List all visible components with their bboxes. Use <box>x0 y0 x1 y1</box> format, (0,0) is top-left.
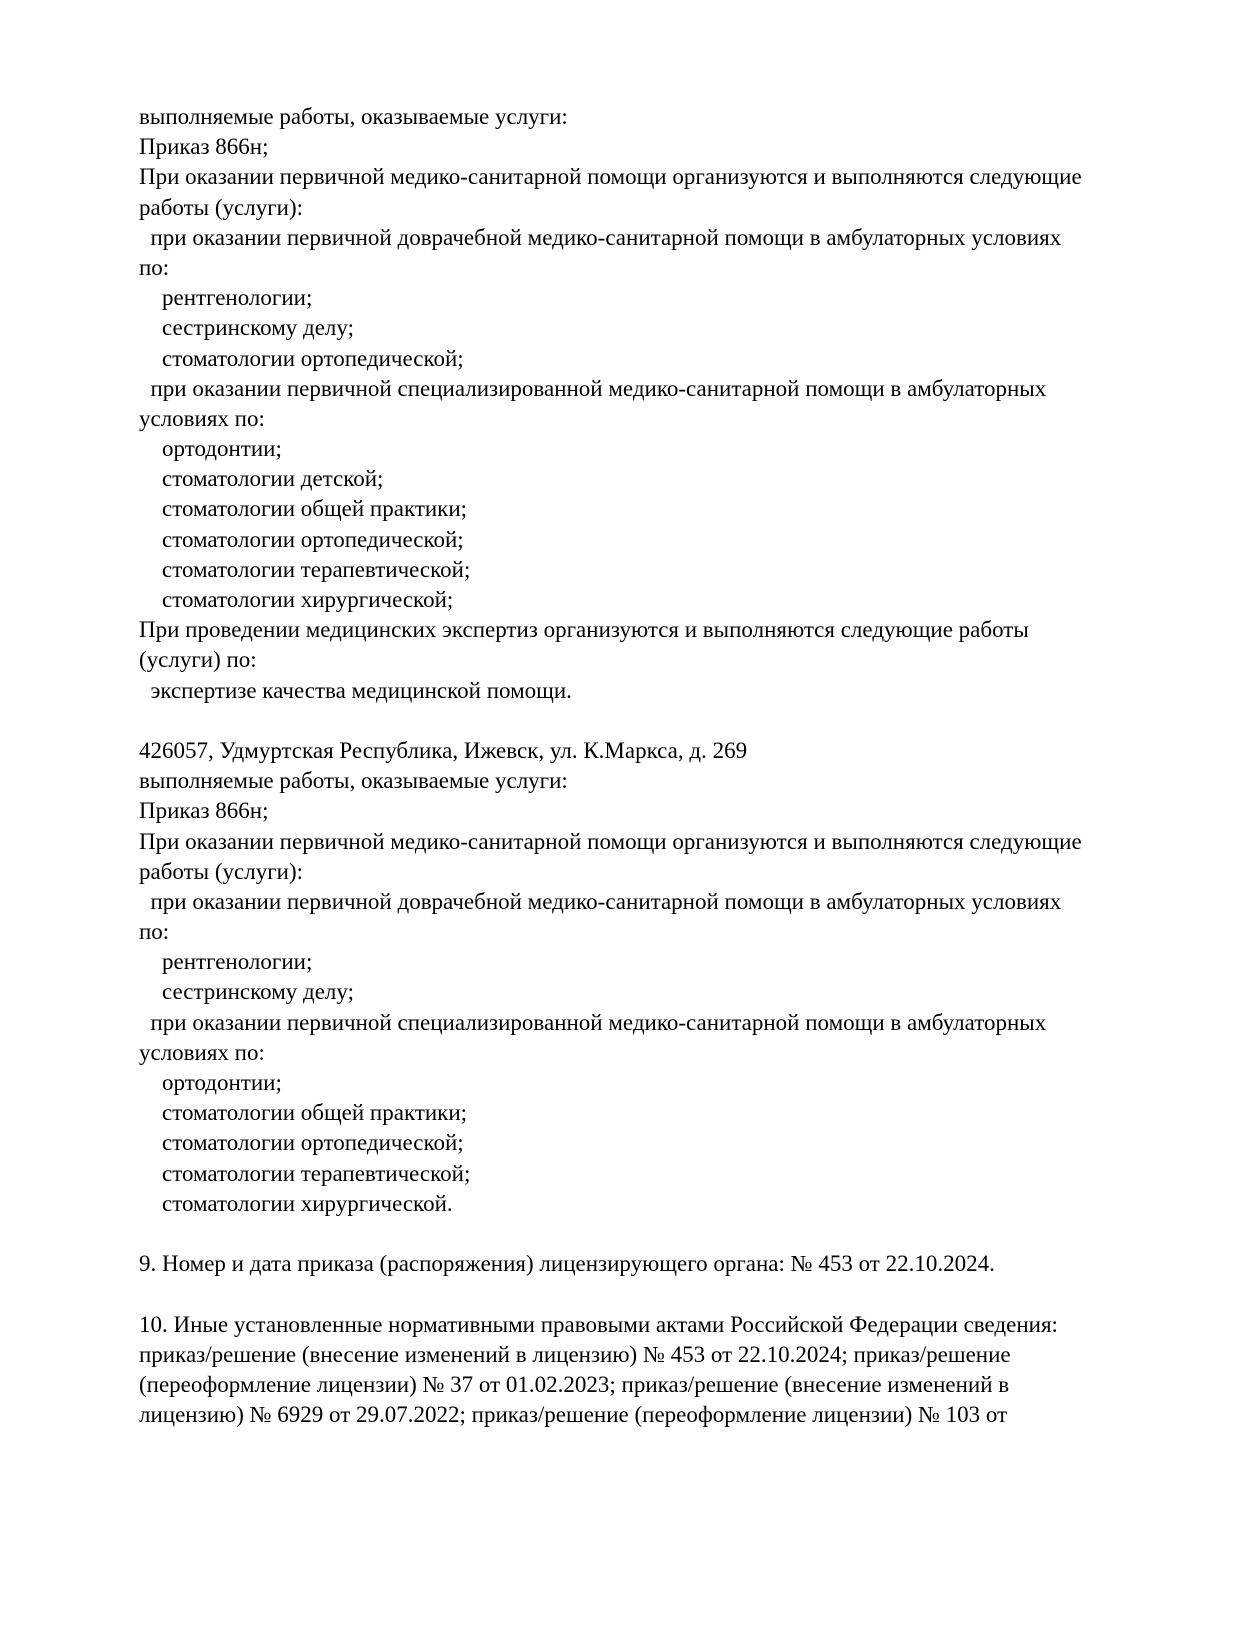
text-line: При оказании первичной медико-санитарной помощи организуются и выполняются следующие <box>139 828 1082 854</box>
text-line: стоматологии хирургической; <box>139 587 454 612</box>
text-line: стоматологии хирургической. <box>139 1190 453 1216</box>
text-line: При оказании первичной медико-санитарной помощи организуются и выполняются следующие <box>139 164 1082 190</box>
text-line: лицензию) № 6929 от 29.07.2022; приказ/решение (переоформление лицензии) № 103 от <box>139 1402 1008 1428</box>
text-line: при оказании первичной доврачебной медико-санитарной помощи в амбулаторных условиях <box>139 888 1062 914</box>
text-line: ортодонтии; <box>139 1070 282 1095</box>
text-line: экспертизе качества медицинской помощи. <box>139 677 572 703</box>
text-line <box>139 1279 1199 1309</box>
text-line: стоматологии ортопедической; <box>139 526 464 552</box>
text-line: при оказании первичной специализированной медико-санитарной помощи в амбулаторных <box>139 375 1047 401</box>
text-line: 10. Иные установленные нормативными правовыми актами Российской Федерации сведения: <box>139 1311 1058 1337</box>
text-line: работы (услуги): <box>139 194 303 220</box>
document-text-block <box>139 102 1199 1430</box>
text-line: условиях по: <box>139 1039 265 1065</box>
text-line: сестринскому делу; <box>139 315 354 341</box>
text-line: (переоформление лицензии) № 37 от 01.02.2023; приказ/решение (внесение изменений в <box>139 1371 1010 1397</box>
text-line: Приказ 866н; <box>139 134 269 160</box>
text-line: при оказании первичной доврачебной медико-санитарной помощи в амбулаторных условиях <box>139 224 1062 250</box>
text-line: ортодонтии; <box>139 436 282 462</box>
text-line: стоматологии ортопедической; <box>139 345 464 371</box>
text-line: стоматологии терапевтической; <box>139 556 471 582</box>
text-line: 426057, Удмуртская Республика, Ижевск, ул. К.Маркса, д. 269 <box>139 737 748 763</box>
text-line: выполняемые работы, оказываемые услуги: <box>139 104 568 129</box>
text-line <box>139 706 1199 736</box>
text-line: условиях по: <box>139 405 265 431</box>
text-line: по: <box>139 919 170 945</box>
text-line: стоматологии общей практики; <box>139 496 468 522</box>
text-line: рентгенологии; <box>139 285 313 311</box>
text-line: При проведении медицинских экспертиз организуются и выполняются следующие работы <box>139 617 1029 643</box>
text-line <box>139 1219 1199 1249</box>
text-line: сестринскому делу; <box>139 979 354 1005</box>
text-line: при оказании первичной специализированной медико-санитарной помощи в амбулаторных <box>139 1009 1047 1035</box>
text-line: 9. Номер и дата приказа (распоряжения) лицензирующего органа: № 453 от 22.10.2024. <box>139 1251 995 1277</box>
text-line: стоматологии общей практики; <box>139 1100 468 1126</box>
text-line: стоматологии терапевтической; <box>139 1160 471 1186</box>
text-line: по: <box>139 254 170 280</box>
text-line: Приказ 866н; <box>139 798 269 824</box>
text-line: стоматологии детской; <box>139 466 384 492</box>
text-line: работы (услуги): <box>139 858 303 884</box>
text-line: приказ/решение (внесение изменений в лицензию) № 453 от 22.10.2024; приказ/решение <box>139 1341 1011 1367</box>
text-line: стоматологии ортопедической; <box>139 1130 464 1156</box>
text-line: рентгенологии; <box>139 949 313 975</box>
text-line: выполняемые работы, оказываемые услуги: <box>139 768 568 794</box>
text-line: (услуги) по: <box>139 647 257 673</box>
